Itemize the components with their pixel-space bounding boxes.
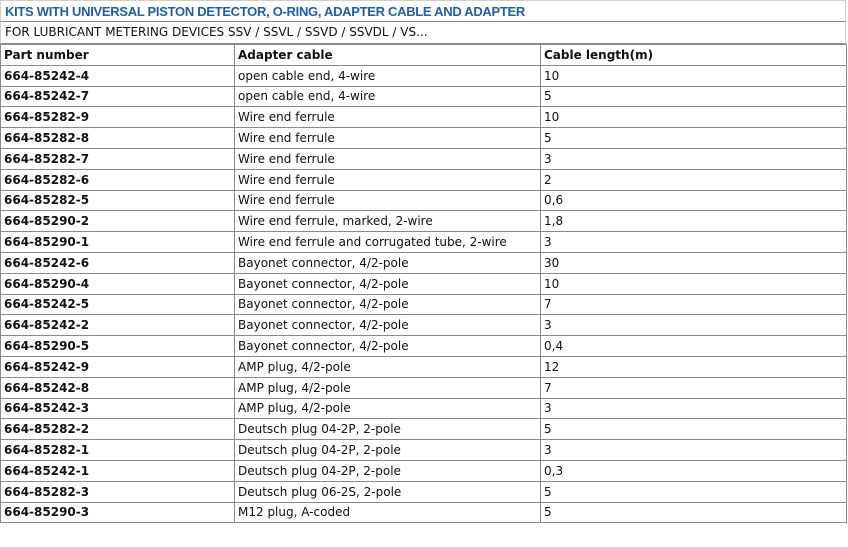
part-number-cell: 664-85242-6 (1, 252, 235, 273)
part-number-cell: 664-85242-4 (1, 65, 235, 86)
part-number-cell: 664-85282-7 (1, 148, 235, 169)
adapter-cable-cell: M12 plug, A-coded (235, 502, 541, 523)
cable-length-cell: 7 (541, 294, 847, 315)
cable-length-cell: 5 (541, 86, 847, 107)
part-number-cell: 664-85242-7 (1, 86, 235, 107)
adapter-cable-cell: Wire end ferrule (235, 107, 541, 128)
adapter-cable-cell: Wire end ferrule (235, 128, 541, 149)
adapter-cable-cell: AMP plug, 4/2-pole (235, 398, 541, 419)
cable-length-cell: 2 (541, 169, 847, 190)
cable-length-cell: 7 (541, 377, 847, 398)
adapter-cable-cell: AMP plug, 4/2-pole (235, 356, 541, 377)
part-number-cell: 664-85242-9 (1, 356, 235, 377)
header-cable-length: Cable length(m) (541, 45, 847, 66)
part-number-cell: 664-85282-5 (1, 190, 235, 211)
header-adapter-cable: Adapter cable (235, 45, 541, 66)
table-row (1, 481, 847, 502)
table-title: KITS WITH UNIVERSAL PISTON DETECTOR, O-RING, ADAPTER CABLE AND ADAPTER (5, 4, 525, 19)
table-row (1, 356, 847, 377)
cable-length-cell: 1,8 (541, 211, 847, 232)
cable-length-cell: 10 (541, 273, 847, 294)
adapter-cable-cell: Bayonet connector, 4/2-pole (235, 252, 541, 273)
part-number-cell: 664-85290-3 (1, 502, 235, 523)
part-number-cell: 664-85290-2 (1, 211, 235, 232)
table-row (1, 190, 847, 211)
table-row (1, 169, 847, 190)
table-row (1, 294, 847, 315)
part-number-cell: 664-85242-1 (1, 460, 235, 481)
cable-length-cell: 3 (541, 232, 847, 253)
cable-length-cell: 0,4 (541, 336, 847, 357)
kits-table (0, 44, 847, 523)
adapter-cable-cell: Deutsch plug 04-2P, 2-pole (235, 460, 541, 481)
table-body (1, 65, 847, 523)
table-row (1, 315, 847, 336)
table-row (1, 419, 847, 440)
cable-length-cell: 3 (541, 315, 847, 336)
part-number-cell: 664-85282-9 (1, 107, 235, 128)
cable-length-cell: 10 (541, 65, 847, 86)
adapter-cable-cell: Deutsch plug 04-2P, 2-pole (235, 419, 541, 440)
cable-length-cell: 5 (541, 419, 847, 440)
table-row (1, 148, 847, 169)
table-row (1, 232, 847, 253)
table-row (1, 65, 847, 86)
cable-length-cell: 30 (541, 252, 847, 273)
adapter-cable-cell: Wire end ferrule (235, 148, 541, 169)
part-number-cell: 664-85242-8 (1, 377, 235, 398)
adapter-cable-cell: open cable end, 4-wire (235, 65, 541, 86)
cable-length-cell: 0,6 (541, 190, 847, 211)
header-row (1, 45, 847, 66)
table-row (1, 398, 847, 419)
cable-length-cell: 0,3 (541, 460, 847, 481)
part-number-cell: 664-85282-2 (1, 419, 235, 440)
part-number-cell: 664-85290-1 (1, 232, 235, 253)
cable-length-cell: 3 (541, 398, 847, 419)
part-number-cell: 664-85242-2 (1, 315, 235, 336)
adapter-cable-cell: Wire end ferrule (235, 190, 541, 211)
part-number-cell: 664-85242-5 (1, 294, 235, 315)
part-number-cell: 664-85282-3 (1, 481, 235, 502)
adapter-cable-cell: Bayonet connector, 4/2-pole (235, 273, 541, 294)
adapter-cable-cell: Wire end ferrule and corrugated tube, 2-wire (235, 232, 541, 253)
table-row (1, 377, 847, 398)
cable-length-cell: 3 (541, 148, 847, 169)
table-row (1, 211, 847, 232)
adapter-cable-cell: Bayonet connector, 4/2-pole (235, 294, 541, 315)
table-row (1, 107, 847, 128)
title-bar (0, 0, 846, 22)
table-subtitle: FOR LUBRICANT METERING DEVICES SSV / SSVL / SSVD / SSVDL / VS... (5, 25, 428, 39)
part-number-cell: 664-85282-8 (1, 128, 235, 149)
cable-length-cell: 5 (541, 502, 847, 523)
part-number-cell: 664-85290-4 (1, 273, 235, 294)
adapter-cable-cell: Wire end ferrule, marked, 2-wire (235, 211, 541, 232)
cable-length-cell: 10 (541, 107, 847, 128)
cable-length-cell: 12 (541, 356, 847, 377)
part-number-cell: 664-85282-6 (1, 169, 235, 190)
table-row (1, 252, 847, 273)
adapter-cable-cell: Bayonet connector, 4/2-pole (235, 336, 541, 357)
table-row (1, 460, 847, 481)
subtitle-bar (0, 22, 846, 44)
adapter-cable-cell: Deutsch plug 06-2S, 2-pole (235, 481, 541, 502)
cable-length-cell: 3 (541, 440, 847, 461)
adapter-cable-cell: Wire end ferrule (235, 169, 541, 190)
adapter-cable-cell: Deutsch plug 04-2P, 2-pole (235, 440, 541, 461)
part-number-cell: 664-85282-1 (1, 440, 235, 461)
table-row (1, 440, 847, 461)
adapter-cable-cell: open cable end, 4-wire (235, 86, 541, 107)
table-row (1, 128, 847, 149)
table-row (1, 336, 847, 357)
cable-length-cell: 5 (541, 128, 847, 149)
part-number-cell: 664-85242-3 (1, 398, 235, 419)
cable-length-cell: 5 (541, 481, 847, 502)
table-row (1, 86, 847, 107)
adapter-cable-cell: Bayonet connector, 4/2-pole (235, 315, 541, 336)
table-row (1, 502, 847, 523)
part-number-cell: 664-85290-5 (1, 336, 235, 357)
adapter-cable-cell: AMP plug, 4/2-pole (235, 377, 541, 398)
header-part-number: Part number (1, 45, 235, 66)
table-row (1, 273, 847, 294)
